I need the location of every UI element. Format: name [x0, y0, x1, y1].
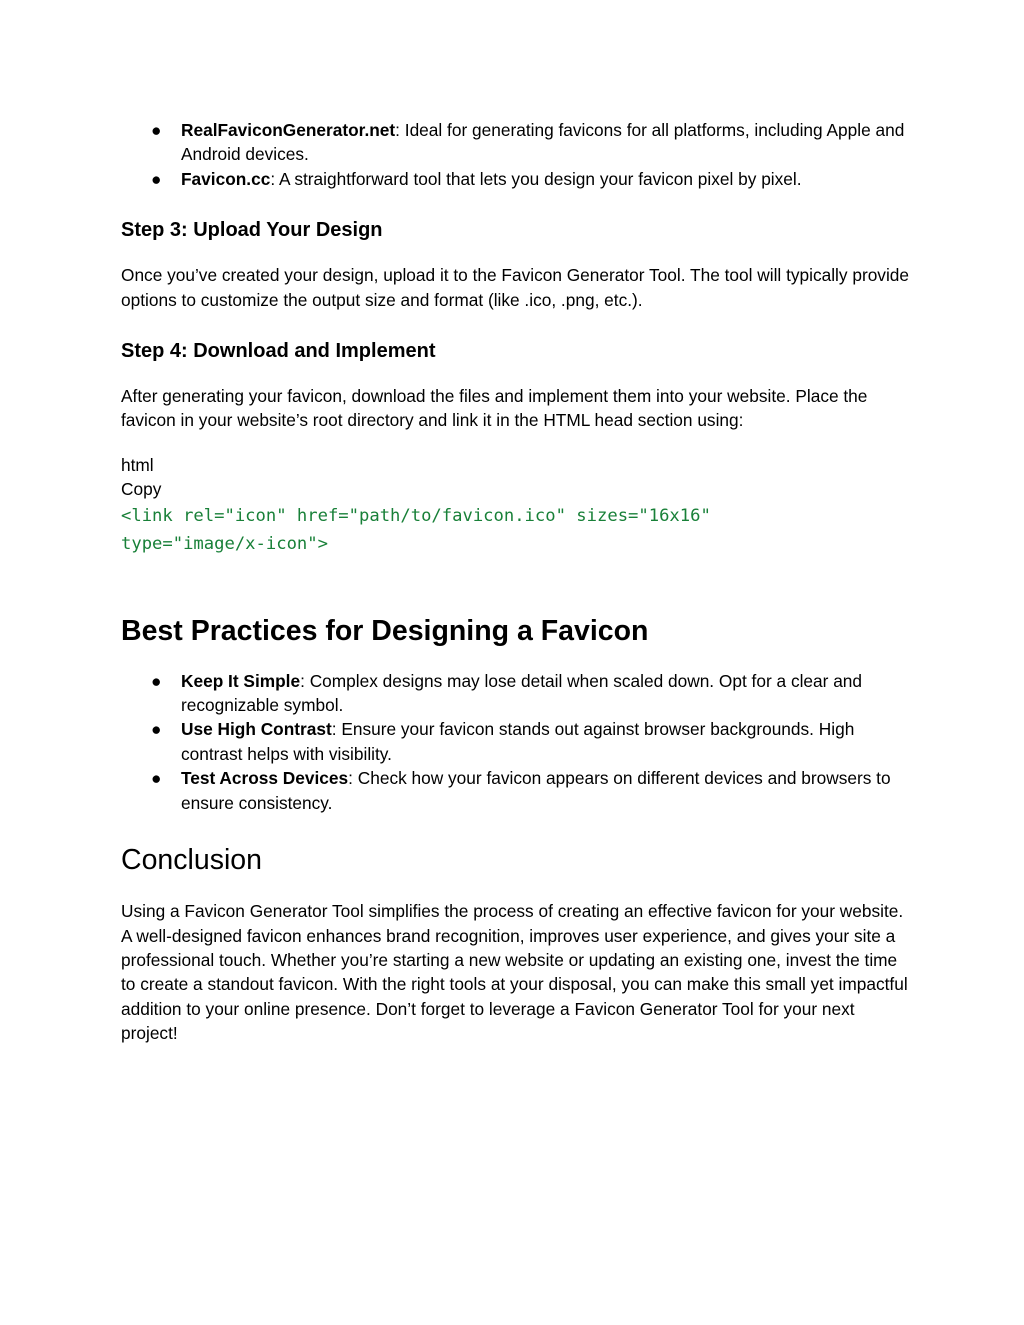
- list-item: [121, 717, 911, 766]
- list-item-title: Use High Contrast: [181, 719, 332, 740]
- best-practices-heading: Best Practices for Designing a Favicon: [121, 614, 649, 647]
- list-item-text: : Check how your favicon appears on different devices and browsers to ensure consistency.: [181, 768, 891, 813]
- list-item-title: RealFaviconGenerator.net: [181, 120, 396, 140]
- step4-body: After generating your favicon, download the files and implement them into your website. Place the favicon in your website’s root directory and link it in the HTML head section using:: [121, 386, 868, 431]
- code-block: [121, 453, 911, 558]
- document-page: [121, 118, 911, 1046]
- list-item-title: Favicon.cc: [181, 168, 271, 189]
- list-item-text: : Ensure your favicon stands out against browser backgrounds. High contrast helps with visibility.: [181, 719, 855, 764]
- list-item-text: : Ideal for generating favicons for all platforms, including Apple and Android devices.: [181, 120, 905, 165]
- step3-body: Once you’ve created your design, upload it to the Favicon Generator Tool. The tool will typically provide options to customize the output size and format (like .ico, .png, etc.).: [121, 265, 910, 310]
- best-practices-list: [121, 669, 911, 815]
- conclusion-heading: Conclusion: [121, 844, 262, 877]
- code-language-label: html: [121, 454, 154, 475]
- bullet-icon: ●: [151, 168, 162, 189]
- step4-heading: Step 4: Download and Implement: [121, 340, 436, 363]
- list-item: [121, 118, 911, 167]
- bullet-icon: ●: [151, 670, 162, 691]
- list-item-title: Keep It Simple: [181, 670, 301, 691]
- conclusion-body: Using a Favicon Generator Tool simplifies the process of creating an effective favicon for your website. A well-designed favicon enhances brand recognition, improves user experience, and gives your site a professional touch. Whether you’re starting a new website or updating an existing one, invest the time to create a standout favicon. With the right tools at your disposal, you can make this small yet impactful addition to your online presence. Don’t forget to leverage a Favicon Generator Tool for your next project!: [121, 901, 908, 1044]
- step3-heading: Step 3: Upload Your Design: [121, 219, 383, 242]
- list-item: [121, 669, 911, 718]
- bullet-icon: ●: [151, 120, 162, 140]
- list-item-text: : Complex designs may lose detail when scaled down. Opt for a clear and recognizable symbol.: [181, 670, 863, 716]
- copy-button[interactable]: Copy: [121, 479, 162, 500]
- list-item: [121, 766, 911, 815]
- tool-list: [121, 118, 911, 191]
- list-item-title: Test Across Devices: [181, 768, 349, 789]
- code-snippet: <link rel="icon" href="path/to/favicon.ico" sizes="16x16" type="image/x-icon">: [121, 505, 711, 554]
- list-item: [121, 167, 911, 191]
- list-item-text: : A straightforward tool that lets you design your favicon pixel by pixel.: [270, 168, 802, 189]
- bullet-icon: ●: [151, 768, 162, 789]
- bullet-icon: ●: [151, 719, 162, 740]
